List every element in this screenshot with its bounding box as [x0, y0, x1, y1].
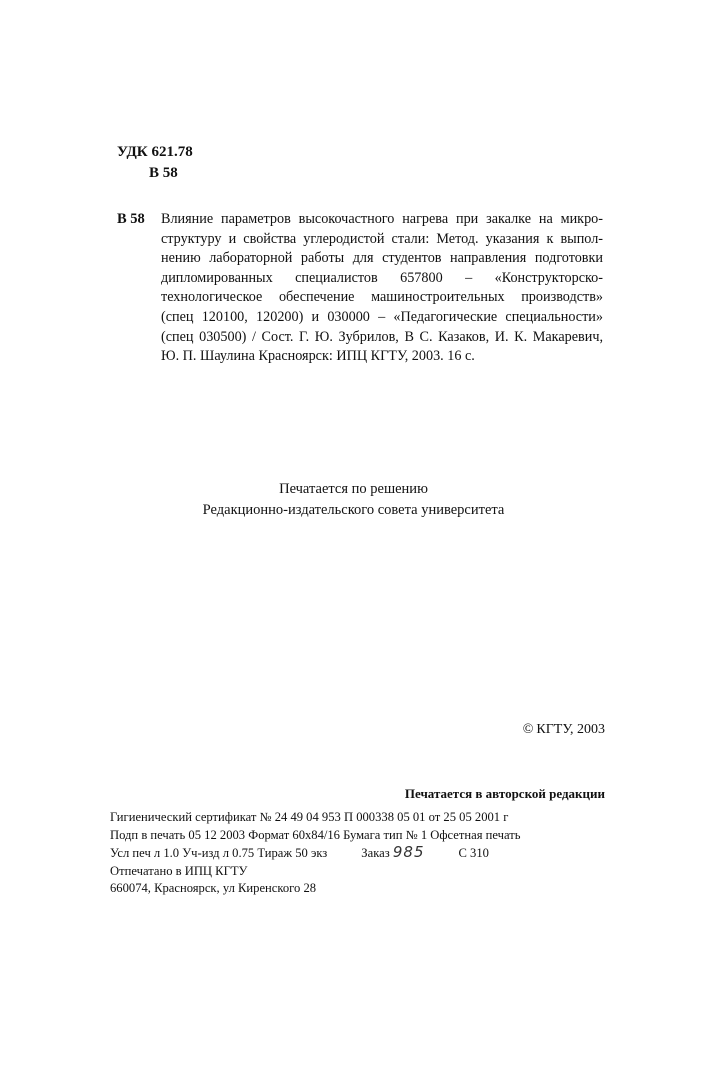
- description-line: дипломированных специалистов 657800 – «Конструкторско-: [161, 269, 603, 286]
- publication-decision: [0, 479, 707, 521]
- description-line: Ю. П. Шаулина Красноярск: ИПЦ КГТУ, 2003. 16 с.: [161, 348, 475, 365]
- order-code: С 310: [458, 846, 489, 861]
- print-details: Подп в печать 05 12 2003 Формат 60х84/16 Бумага тип № 1 Офсетная печать: [110, 827, 521, 842]
- description-line: нению лабораторной работы для студентов направления подготовки: [161, 250, 603, 267]
- copyright-text: КГТУ, 2003: [536, 722, 605, 737]
- description-line: технологическое обеспечение машиностроительных производств»: [161, 289, 603, 306]
- author-edition-note: Печатается в авторской редакции: [404, 786, 605, 801]
- print-volume-text: Усл печ л 1.0 Уч-изд л 0.75 Тираж 50 экз: [110, 846, 328, 861]
- order-number: 985: [392, 843, 425, 862]
- author-mark: В 58: [149, 165, 178, 181]
- hygiene-certificate: Гигиенический сертификат № 24 49 04 953 П 000338 05 01 от 25 05 2001 г: [110, 810, 509, 824]
- entry-code: В 58: [117, 211, 145, 227]
- order-label: Заказ: [361, 846, 390, 861]
- printed-at: Отпечатано в ИПЦ КГТУ: [110, 863, 248, 878]
- description-line: структуру и свойства углеродистой стали: Метод. указания к выпол-: [161, 230, 603, 247]
- description-line: Влияние параметров высокочастного нагрева при закалке на микро-: [161, 211, 603, 227]
- description-line: (спец 030500) / Сост. Г. Ю. Зубрилов, В С. Казаков, И. К. Макаревич,: [161, 328, 603, 345]
- bibliographic-description: [161, 210, 603, 367]
- printer-address: 660074, Красноярск, ул Киренского 28: [110, 881, 317, 896]
- decision-line-2: Редакционно-издательского совета университета: [202, 502, 505, 518]
- print-volume: [110, 844, 521, 863]
- udk-code: УДК 621.78: [117, 144, 193, 160]
- copyright-icon: ©: [522, 722, 534, 737]
- copyright-notice: [523, 722, 605, 738]
- description-line: (спец 120100, 120200) и 030000 – «Педагогические специальности»: [161, 308, 603, 325]
- imprint-block: [110, 809, 521, 898]
- udk-block: [117, 142, 193, 184]
- decision-line-1: Печатается по решению: [279, 481, 428, 497]
